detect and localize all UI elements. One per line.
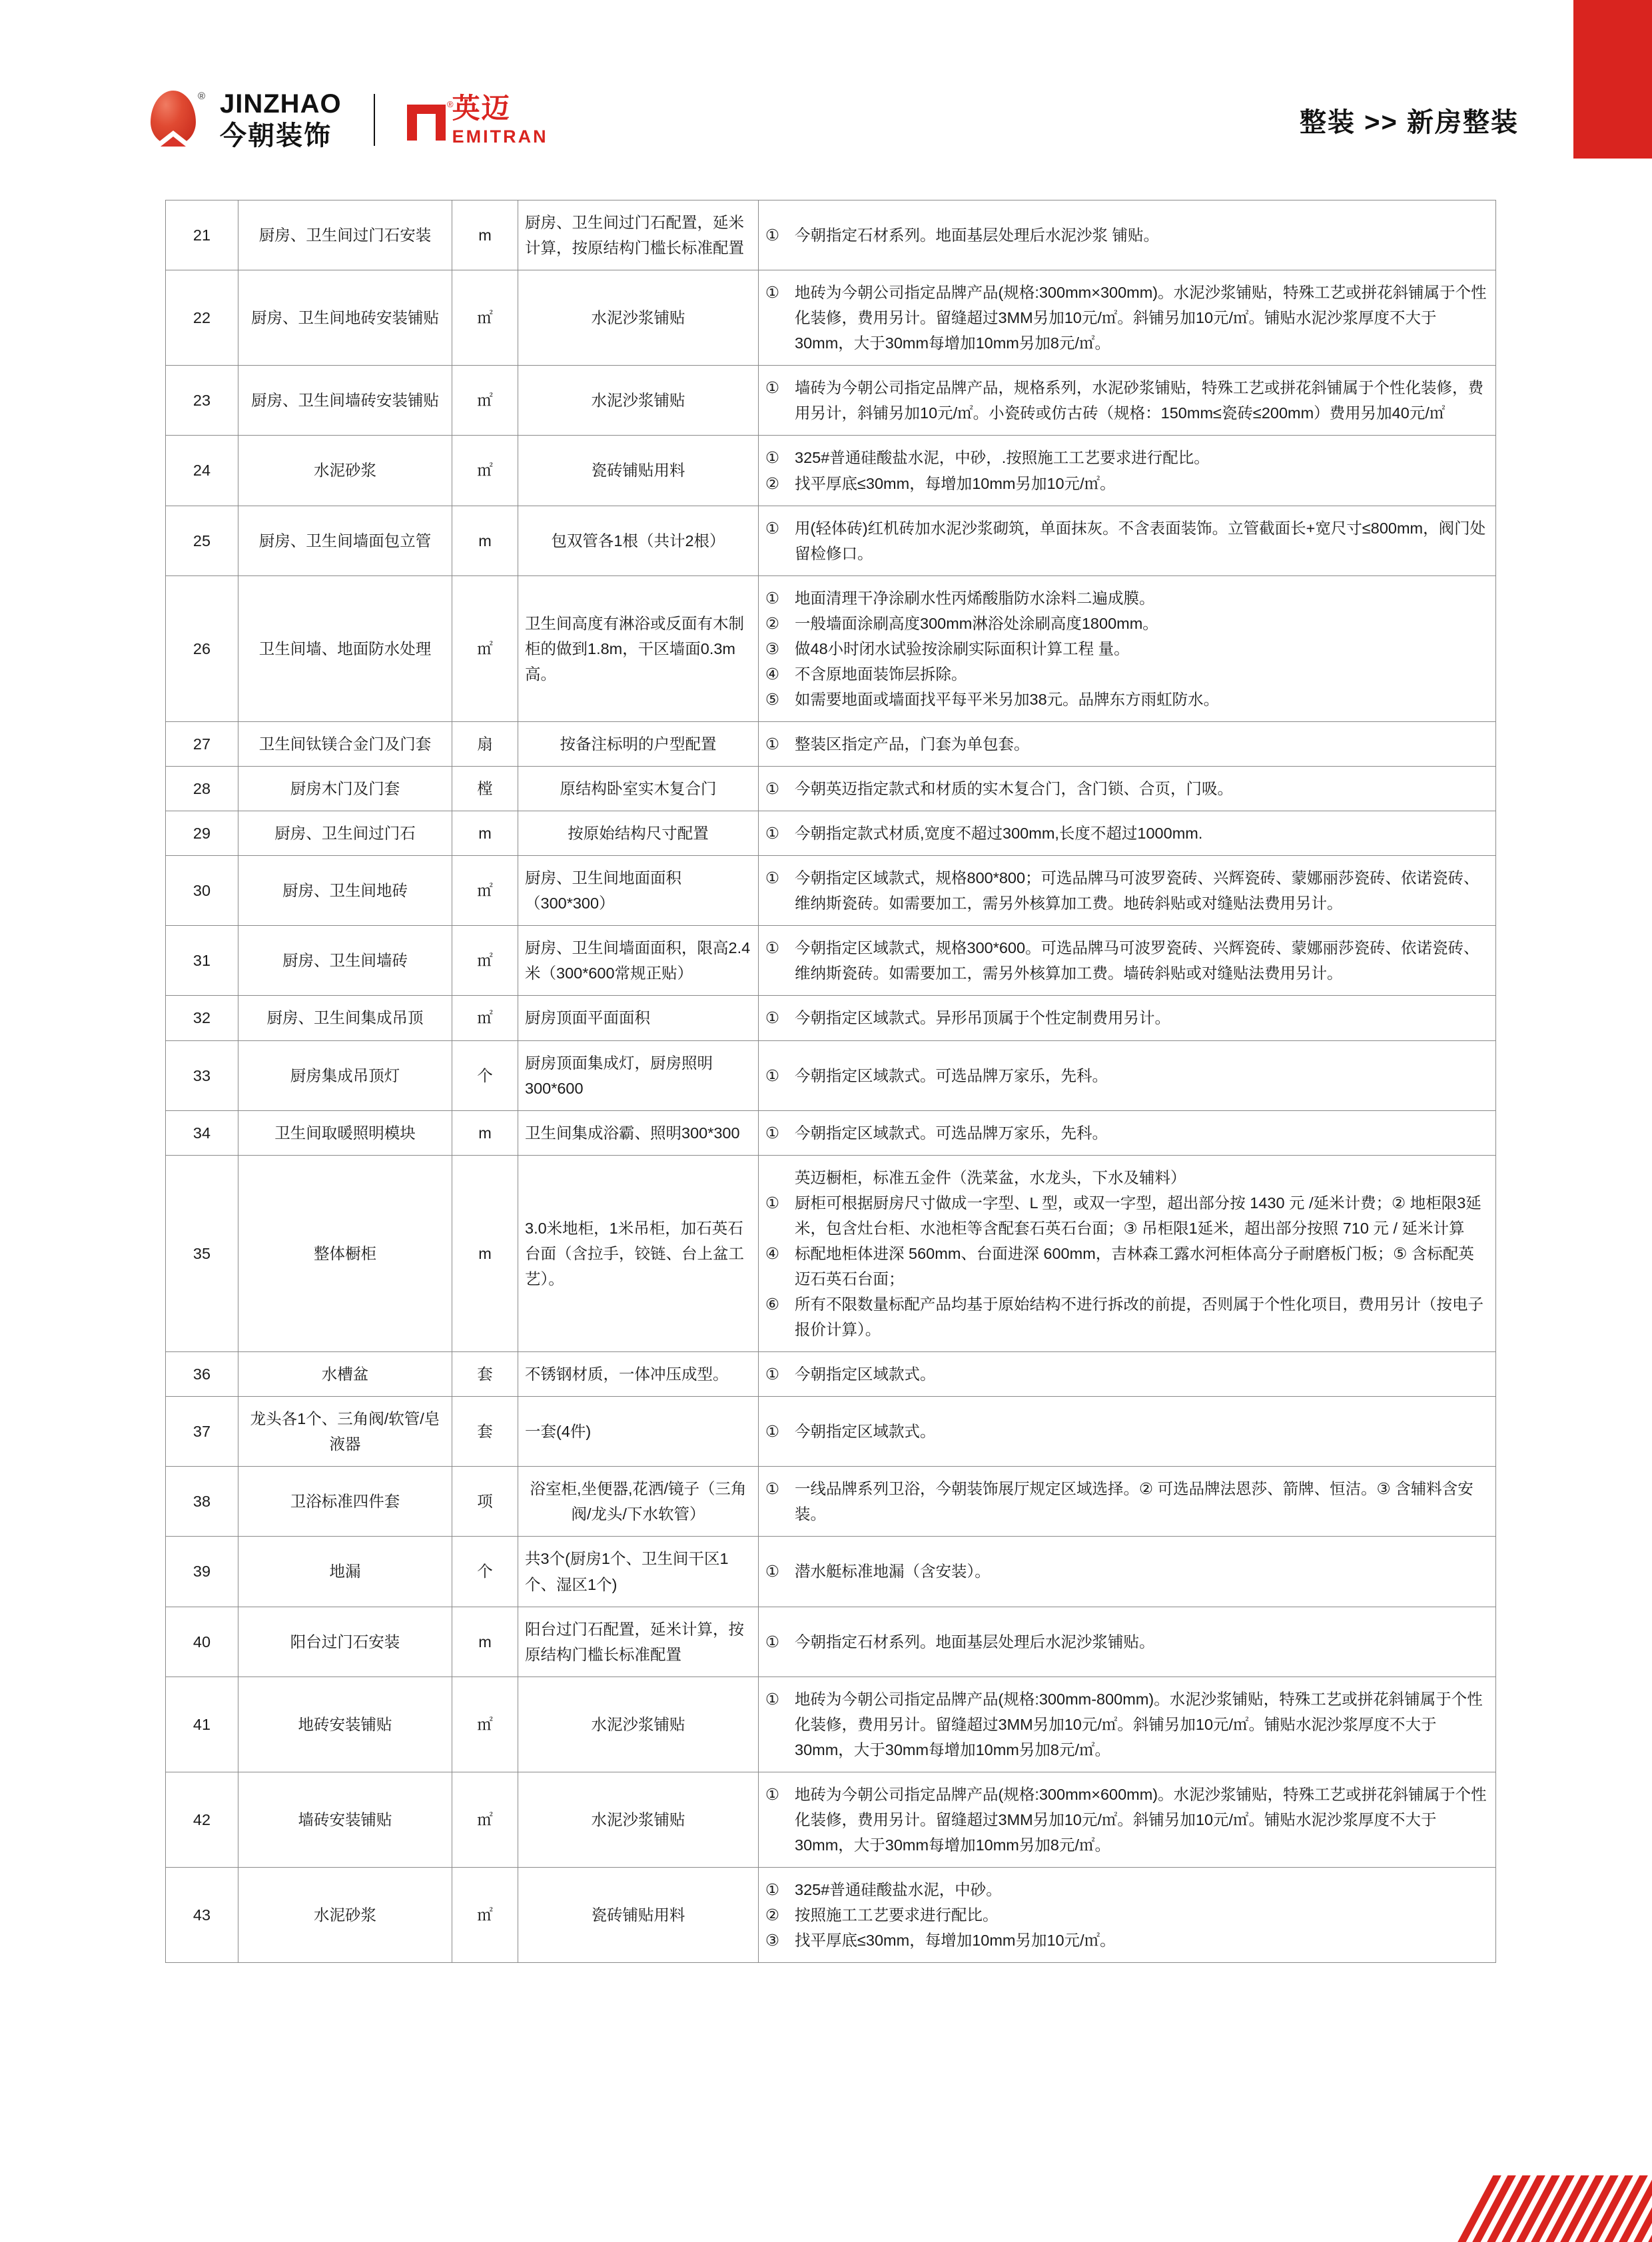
item-name-cell: 墙砖安装铺贴 [238,1772,452,1867]
unit-cell: 项 [452,1467,518,1537]
list-marker: ① [765,869,780,887]
list-marker: ① [765,519,780,537]
list-marker: ① [765,226,780,244]
description-line: ① 地砖为今朝公司指定品牌产品(规格:300mm×300mm)。水泥沙浆铺贴，特殊工艺或拼花斜铺属于个性化装修，费用另计。留缝超过3MM另加10元/㎡。斜铺另加10元/㎡。铺贴水泥沙浆厚度不大于30mm，大于30mm每增加10mm另加8元/㎡。 [765,280,1489,356]
table-row [166,1772,1496,1867]
item-name-cell: 厨房、卫生间墙砖 [238,926,452,996]
unit-cell: ㎡ [452,1677,518,1772]
description-line: ① 325#普通硅酸盐水泥，中砂。 [765,1877,1489,1902]
list-marker: ① [765,1633,780,1651]
jinzhao-roof-shape [153,129,193,147]
list-marker: ① [765,1690,780,1708]
description-line: 英迈橱柜，标准五金件（洗菜盆，水龙头，下水及辅料） [795,1168,1186,1186]
row-number-cell: 27 [166,722,238,767]
breadcrumb: 整装 >> 新房整装 [1300,107,1519,137]
unit-cell: ㎡ [452,575,518,721]
description-cell [759,1397,1496,1467]
unit-cell: 扇 [452,722,518,767]
item-name-cell: 厨房、卫生间墙砖安装铺贴 [238,366,452,436]
emitran-latin-name: EMITRAN [452,126,548,147]
list-marker: ① [765,825,780,843]
specification-cell: 水泥沙浆铺贴 [518,1772,759,1867]
row-number-cell: 38 [166,1467,238,1537]
item-name-cell: 厨房、卫生间地砖 [238,856,452,926]
table-row [166,1677,1496,1772]
row-number-cell: 22 [166,270,238,366]
description-line: ① 潜水艇标准地漏（含安装）。 [765,1559,1489,1584]
specification-cell: 卫生间集成浴霸、照明300*300 [518,1110,759,1155]
list-marker: ① [765,1365,780,1383]
list-marker: ② [765,614,780,632]
specification-cell: 共3个(厨房1个、卫生间干区1个、湿区1个) [518,1537,759,1607]
description-line: ③ 找平厚底≤30mm，每增加10mm另加10元/㎡。 [765,1928,1489,1953]
list-marker: ④ [765,1244,780,1262]
emitran-m-right-bar [436,105,446,141]
specification-cell: 阳台过门石配置，延米计算，按原结构门槛长标准配置 [518,1607,759,1677]
description-cell [759,1467,1496,1537]
specification-cell: 厨房、卫生间过门石配置，延米计算，按原结构门槛长标准配置 [518,200,759,270]
description-cell [759,856,1496,926]
unit-cell: ㎡ [452,926,518,996]
row-number-cell: 32 [166,996,238,1040]
description-cell [759,366,1496,436]
description-line: ① 今朝指定区域款式，规格800*800；可选品牌马可波罗瓷砖、兴辉瓷砖、蒙娜丽莎瓷砖、依诺瓷砖、维纳斯瓷砖。如需要加工，需另外核算加工费。地砖斜贴或对缝贴法费用另计。 [765,865,1489,916]
description-cell [759,270,1496,366]
row-number-cell: 31 [166,926,238,996]
item-name-cell: 水槽盆 [238,1352,452,1397]
table-row [166,1868,1496,1963]
specification-cell: 厨房、卫生间墙面面积，限高2.4米（300*600常规正贴） [518,926,759,996]
table-row [166,575,1496,721]
item-name-cell: 卫浴标准四件套 [238,1467,452,1537]
item-name-cell: 龙头各1个、三角阀/软管/皂液器 [238,1397,452,1467]
specification-table [165,200,1496,1963]
description-line: ① 地砖为今朝公司指定品牌产品(规格:300mm×600mm)。水泥沙浆铺贴，特殊工艺或拼花斜铺属于个性化装修，费用另计。留缝超过3MM另加10元/㎡。斜铺另加10元/㎡。铺贴水泥沙浆厚度不大于30mm，大于30mm每增加10mm另加8元/㎡。 [765,1782,1489,1858]
table-row [166,506,1496,575]
specification-cell: 水泥沙浆铺贴 [518,1677,759,1772]
table-row [166,856,1496,926]
list-marker: ① [765,1480,780,1498]
emitran-wordmark [452,92,548,147]
description-line: ① 用(轻体砖)红机砖加水泥沙浆砌筑，单面抹灰。不含表面装饰。立管截面长+宽尺寸≤800mm，阀门处留检修口。 [765,516,1489,566]
row-number-cell: 33 [166,1040,238,1110]
row-number-cell: 25 [166,506,238,575]
description-cell [759,436,1496,506]
description-line: ① 墙砖为今朝公司指定品牌产品，规格系列，水泥砂浆铺贴，特殊工艺或拼花斜铺属于个性化装修，费用另计，斜铺另加10元/㎡。小瓷砖或仿古砖（规格：150mm≤瓷砖≤200mm）费用另加40元/㎡ [765,375,1489,426]
description-line: ① 今朝指定区域款式。可选品牌万家乐，先科。 [765,1063,1489,1088]
description-cell [759,1110,1496,1155]
description-line: ④ 不含原地面装饰层拆除。 [765,661,1489,687]
unit-cell: m [452,200,518,270]
table-row [166,366,1496,436]
list-marker: ① [765,589,780,607]
description-cell [759,1155,1496,1351]
unit-cell: ㎡ [452,436,518,506]
list-marker: ① [765,1194,780,1212]
emitran-m-left-bar [407,105,417,141]
list-marker: ① [765,1009,780,1027]
item-name-cell: 厨房、卫生间过门石 [238,811,452,856]
row-number-cell: 30 [166,856,238,926]
brand-logo-group [147,89,548,151]
description-cell [759,200,1496,270]
row-number-cell: 28 [166,767,238,811]
specification-cell: 3.0米地柜，1米吊柜，加石英石台面（含拉手，铰链、台上盆工艺）。 [518,1155,759,1351]
row-number-cell: 37 [166,1397,238,1467]
row-number-cell: 34 [166,1110,238,1155]
unit-cell: ㎡ [452,270,518,366]
item-name-cell: 卫生间墙、地面防水处理 [238,575,452,721]
jinzhao-chinese-name: 今朝装饰 [220,121,332,151]
registered-mark-emitran: ® [446,99,454,109]
table-row [166,926,1496,996]
unit-cell: m [452,811,518,856]
description-line: ① 一线品牌系列卫浴，今朝装饰展厅规定区域选择。② 可选品牌法恩莎、箭牌、恒洁。③ 含辅料含安装。 [765,1476,1489,1527]
specification-cell: 卫生间高度有淋浴或反面有木制柜的做到1.8m，干区墙面0.3m高。 [518,575,759,721]
description-line: ① 今朝指定石材系列。地面基层处理后水泥沙浆 铺贴。 [765,222,1489,248]
item-name-cell: 厨房、卫生间过门石安装 [238,200,452,270]
unit-cell: m [452,1110,518,1155]
logo-divider [374,94,375,146]
description-cell [759,926,1496,996]
list-marker: ① [765,284,780,302]
unit-cell: 个 [452,1537,518,1607]
description-line: ④ 标配地柜体进深 560mm、台面进深 600mm，吉林森工露水河柜体高分子耐磨板门板；⑤ 含标配英迈石英石台面； [765,1241,1489,1292]
bottom-right-red-hatch-decoration [1386,2175,1652,2242]
jinzhao-logo-icon [147,89,203,151]
list-marker: ① [765,780,780,798]
specification-cell: 按原始结构尺寸配置 [518,811,759,856]
table-row [166,1040,1496,1110]
list-marker: ① [765,1124,780,1142]
table-row [166,436,1496,506]
row-number-cell: 26 [166,575,238,721]
description-line: ① 地面清理干净涂刷水性丙烯酸脂防水涂料二遍成膜。 [765,585,1489,611]
emitran-m-icon [407,99,454,141]
description-line: ⑤ 如需要地面或墙面找平每平米另加38元。品牌东方雨虹防水。 [765,687,1489,712]
item-name-cell: 厨房木门及门套 [238,767,452,811]
description-line: ① 今朝指定款式材质,宽度不超过300mm,长度不超过1000mm. [765,821,1489,846]
row-number-cell: 29 [166,811,238,856]
description-cell [759,1537,1496,1607]
row-number-cell: 36 [166,1352,238,1397]
item-name-cell: 地砖安装铺贴 [238,1677,452,1772]
specification-cell: 厨房顶面集成灯，厨房照明300*600 [518,1040,759,1110]
list-marker: ① [765,1066,780,1084]
unit-cell: ㎡ [452,1868,518,1963]
item-name-cell: 水泥砂浆 [238,436,452,506]
table-row [166,1467,1496,1537]
description-cell [759,575,1496,721]
row-number-cell: 24 [166,436,238,506]
emitran-logo-group [407,92,548,147]
list-marker: ③ [765,639,780,657]
jinzhao-latin-name: JINZHAO [220,89,342,119]
item-name-cell: 厨房集成吊顶灯 [238,1040,452,1110]
specification-cell: 厨房顶面平面面积 [518,996,759,1040]
row-number-cell: 35 [166,1155,238,1351]
item-name-cell: 阳台过门石安装 [238,1607,452,1677]
page-header [0,80,1652,160]
unit-cell: ㎡ [452,856,518,926]
description-cell [759,811,1496,856]
list-marker: ② [765,1906,780,1924]
specification-cell: 按备注标明的户型配置 [518,722,759,767]
list-marker: ⑤ [765,690,780,708]
registered-mark-jinzhao: ® [197,91,205,102]
description-cell [759,1040,1496,1110]
unit-cell: ㎡ [452,996,518,1040]
specification-cell: 水泥沙浆铺贴 [518,270,759,366]
description-line: ② 一般墙面涂刷高度300mm淋浴处涂刷高度1800mm。 [765,611,1489,636]
description-line: ① 今朝指定区域款式。异形吊顶属于个性定制费用另计。 [765,1005,1489,1030]
table-row [166,996,1496,1040]
table-row [166,1537,1496,1607]
description-line: ① 今朝指定区域款式，规格300*600。可选品牌马可波罗瓷砖、兴辉瓷砖、蒙娜丽莎瓷砖、依诺瓷砖、维纳斯瓷砖。如需要加工，需另外核算加工费。墙砖斜贴或对缝贴法费用另计。 [765,935,1489,986]
item-name-cell: 厨房、卫生间墙面包立管 [238,506,452,575]
description-cell [759,1772,1496,1867]
description-cell [759,1607,1496,1677]
row-number-cell: 42 [166,1772,238,1867]
row-number-cell: 39 [166,1537,238,1607]
row-number-cell: 40 [166,1607,238,1677]
list-marker: ① [765,1881,780,1899]
list-marker: ⑥ [765,1296,780,1313]
item-name-cell: 水泥砂浆 [238,1868,452,1963]
list-marker: ① [765,735,780,753]
description-cell [759,506,1496,575]
table-row [166,1155,1496,1351]
description-line: ① 325#普通硅酸盐水泥，中砂，.按照施工工艺要求进行配比。 [765,445,1489,470]
item-name-cell: 卫生间取暖照明模块 [238,1110,452,1155]
specification-cell: 一套(4件) [518,1397,759,1467]
unit-cell: ㎡ [452,366,518,436]
unit-cell: m [452,1607,518,1677]
list-marker: ② [765,474,780,492]
list-marker: ① [765,1423,780,1441]
description-line: ① 今朝指定石材系列。地面基层处理后水泥沙浆铺贴。 [765,1629,1489,1655]
description-cell [759,1352,1496,1397]
description-line: ① 整装区指定产品，门套为单包套。 [765,731,1489,757]
unit-cell: m [452,1155,518,1351]
table-row [166,1352,1496,1397]
list-marker: ① [765,449,780,467]
specification-cell: 原结构卧室实木复合门 [518,767,759,811]
table-row [166,200,1496,270]
description-cell [759,1868,1496,1963]
list-marker: ① [765,1785,780,1803]
table-row [166,722,1496,767]
unit-cell: 套 [452,1352,518,1397]
list-marker: ① [765,939,780,957]
row-number-cell: 43 [166,1868,238,1963]
specification-table-body [166,200,1496,1963]
list-marker: ① [765,1563,780,1581]
description-line: ⑥ 所有不限数量标配产品均基于原始结构不进行拆改的前提，否则属于个性化项目，费用另计（按电子报价计算）。 [765,1292,1489,1342]
table-row [166,811,1496,856]
specification-table-container [165,200,1496,1963]
description-line: ① 今朝英迈指定款式和材质的实木复合门，含门锁、合页，门吸。 [765,776,1489,801]
specification-cell: 包双管各1根（共计2根） [518,506,759,575]
unit-cell: 樘 [452,767,518,811]
table-row [166,270,1496,366]
specification-cell: 不锈钢材质，一体冲压成型。 [518,1352,759,1397]
specification-cell: 瓷砖铺贴用料 [518,436,759,506]
description-cell [759,722,1496,767]
emitran-chinese-name: 英迈 [452,92,511,124]
unit-cell: ㎡ [452,1772,518,1867]
table-row [166,1397,1496,1467]
specification-cell: 厨房、卫生间地面面积（300*300） [518,856,759,926]
item-name-cell: 卫生间钛镁合金门及门套 [238,722,452,767]
item-name-cell: 地漏 [238,1537,452,1607]
specification-cell: 瓷砖铺贴用料 [518,1868,759,1963]
table-row [166,767,1496,811]
description-line: ① 厨柜可根据厨房尺寸做成一字型、L 型，或双一字型，超出部分按 1430 元 /延米计费；② 地柜限3延米，包含灶台柜、水池柜等含配套石英石台面；③ 吊柜限1延米，超出部分按照 710 元 / 延米计算 [765,1190,1489,1241]
description-line: ② 找平厚底≤30mm，每增加10mm另加10元/㎡。 [765,471,1489,496]
item-name-cell: 厨房、卫生间地砖安装铺贴 [238,270,452,366]
description-line: ③ 做48小时闭水试验按涂刷实际面积计算工程 量。 [765,636,1489,661]
table-row [166,1110,1496,1155]
row-number-cell: 23 [166,366,238,436]
description-cell [759,1677,1496,1772]
row-number-cell: 21 [166,200,238,270]
specification-cell: 浴室柜,坐便器,花洒/镜子（三角阀/龙头/下水软管） [518,1467,759,1537]
unit-cell: 套 [452,1397,518,1467]
list-marker: ④ [765,665,780,683]
jinzhao-wordmark [220,91,342,149]
list-marker: ③ [765,1932,780,1950]
item-name-cell: 整体橱柜 [238,1155,452,1351]
description-line: ① 地砖为今朝公司指定品牌产品(规格:300mm-800mm)。水泥沙浆铺贴，特殊工艺或拼花斜铺属于个性化装修，费用另计。留缝超过3MM另加10元/㎡。斜铺另加10元/㎡。铺贴水泥沙浆厚度不大于30mm，大于30mm每增加10mm另加8元/㎡。 [765,1686,1489,1762]
description-line: ① 今朝指定区域款式。可选品牌万家乐，先科。 [765,1120,1489,1146]
description-cell [759,996,1496,1040]
description-line: ① 今朝指定区域款式。 [765,1419,1489,1444]
description-line: ① 今朝指定区域款式。 [765,1361,1489,1387]
row-number-cell: 41 [166,1677,238,1772]
unit-cell: m [452,506,518,575]
table-row [166,1607,1496,1677]
list-marker: ① [765,379,780,397]
description-cell [759,767,1496,811]
unit-cell: 个 [452,1040,518,1110]
description-line: ② 按照施工工艺要求进行配比。 [765,1902,1489,1928]
specification-cell: 水泥沙浆铺贴 [518,366,759,436]
item-name-cell: 厨房、卫生间集成吊顶 [238,996,452,1040]
